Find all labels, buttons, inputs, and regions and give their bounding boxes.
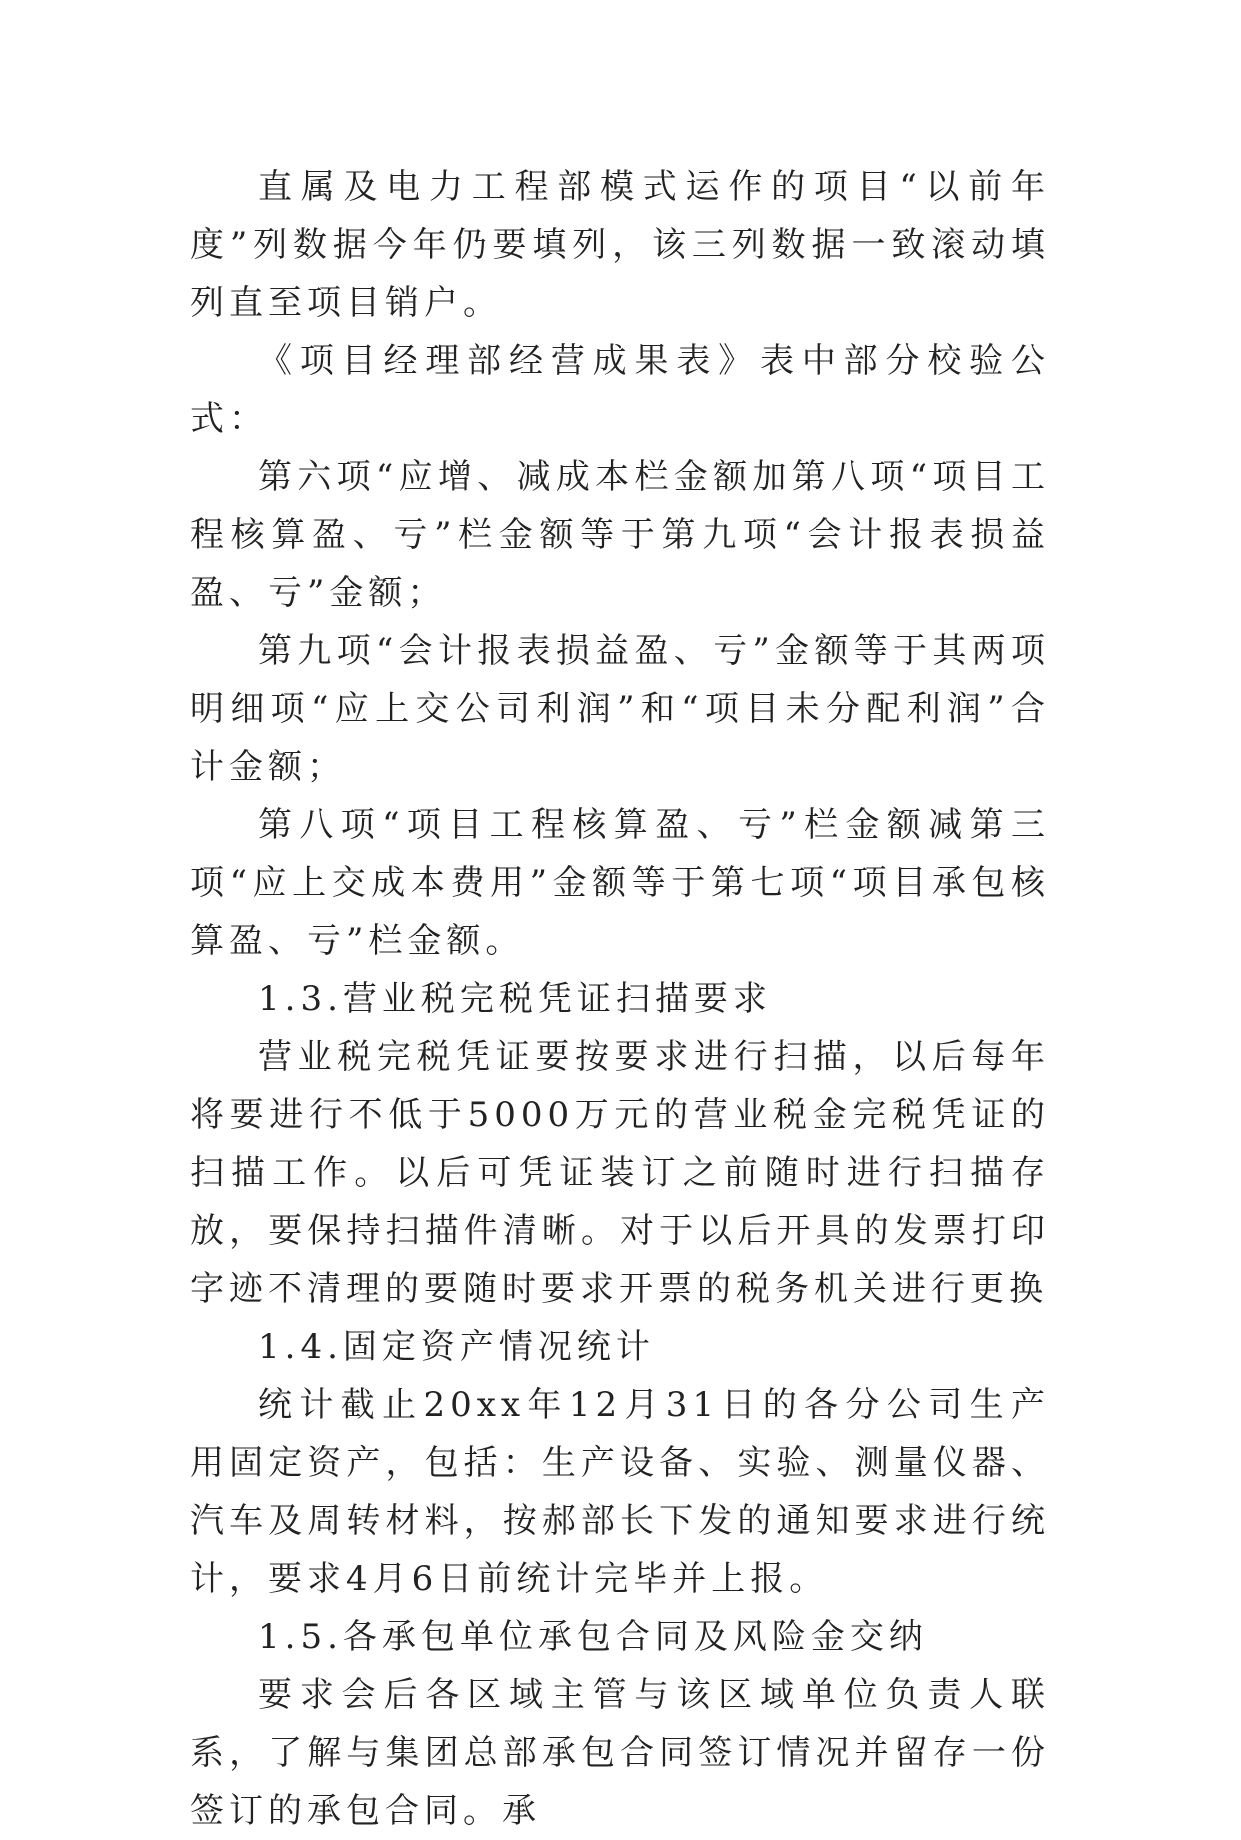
paragraph-prior-year-columns: 直属及电力工程部模式运作的项目“以前年度”列数据今年仍要填列，该三列数据一致滚动填列直至项目销户。 bbox=[190, 167, 1050, 323]
paragraph-tax-scan: 营业税完税凭证要按要求进行扫描，以后每年将要进行不低于5000万元的营业税金完税凭证的扫描工作。以后可凭证装订之前随时进行扫描存放，要保持扫描件清晰。对于以后开具的发票打印字迹不清理的要随时要求开票的税务机关进行更换 bbox=[190, 1037, 1050, 1309]
paragraph-formula-item-8: 第八项“项目工程核算盈、亏”栏金额减第三项“应上交成本费用”金额等于第七项“项目承包核算盈、亏”栏金额。 bbox=[190, 805, 1050, 961]
section-heading-1-3: 1.3.营业税完税凭证扫描要求 bbox=[258, 979, 772, 1019]
section-heading-1-5: 1.5.各承包单位承包合同及风险金交纳 bbox=[258, 1617, 928, 1657]
paragraph-fixed-assets: 统计截止20xx年12月31日的各分公司生产用固定资产，包括：生产设备、实验、测量仪器、汽车及周转材料，按郝部长下发的通知要求进行统计，要求4月6日前统计完毕并上报。 bbox=[190, 1385, 1050, 1599]
paragraph-formula-intro: 《项目经理部经营成果表》表中部分校验公式： bbox=[190, 341, 1050, 439]
paragraph-formula-item-9: 第九项“会计报表损益盈、亏”金额等于其两项明细项“应上交公司利润”和“项目未分配利润”合计金额； bbox=[190, 631, 1050, 787]
paragraph-formula-item-6: 第六项“应增、减成本栏金额加第八项“项目工程核算盈、亏”栏金额等于第九项“会计报表损益盈、亏”金额； bbox=[190, 457, 1050, 613]
paragraph-contracts: 要求会后各区域主管与该区域单位负责人联系，了解与集团总部承包合同签订情况并留存一份签订的承包合同。承 bbox=[190, 1675, 1050, 1831]
section-heading-1-4: 1.4.固定资产情况统计 bbox=[258, 1327, 655, 1367]
document-body bbox=[190, 158, 1050, 1840]
